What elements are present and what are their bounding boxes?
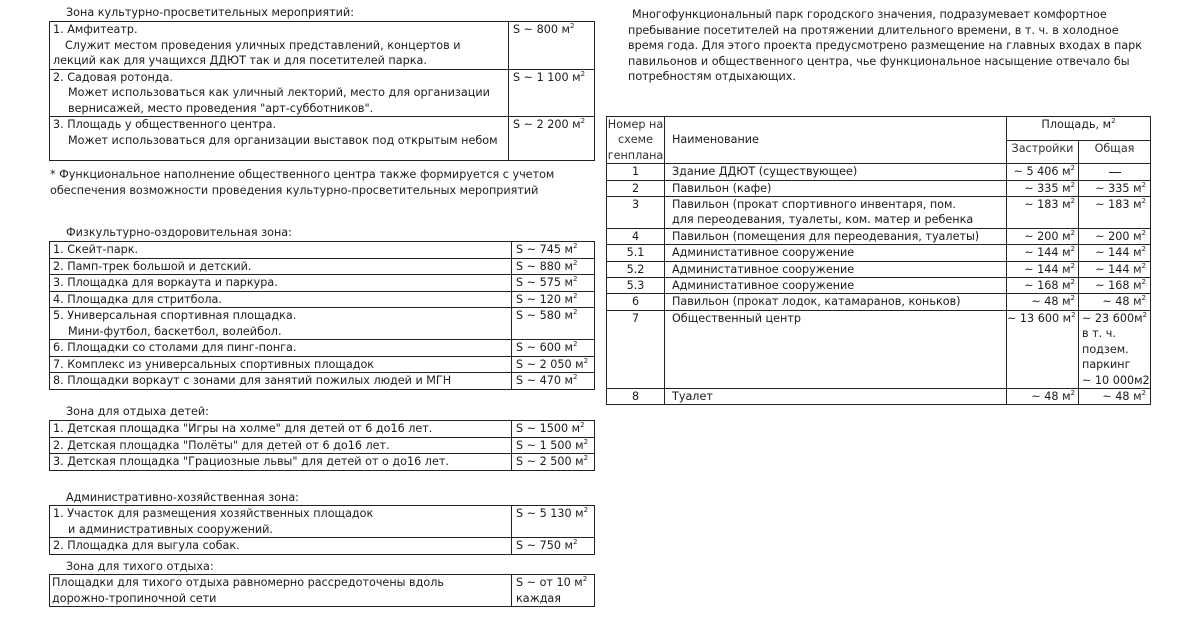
- dash-mark: [1109, 172, 1121, 173]
- table-row: 2 Павильон (кафе) ~ 335 $м^2$ ~ 335 $м^2$: [607, 180, 1151, 196]
- table-row: 2. Площадка для выгула собак. S ~ 750 $м^2$: [50, 538, 595, 555]
- header-area: Площадь, $м^2$: [1007, 117, 1151, 141]
- table-row: 2. Садовая ротонда. Может использоваться как уличный лекторий, место для организации вернисажей, место проведения "арт-субботников". S ~ 1 100 $м^2$: [50, 69, 595, 117]
- note-text: * Функциональное наполнение общественного центра также формируется с учетом обеспечения возможности проведения культурно-просветительных мероприятий: [50, 168, 555, 197]
- item-name: 1. Амфитеатр.: [53, 23, 138, 36]
- table-row: 1. Участок для размещения хозяйственных площадок и административных сооружений. S ~ 5 130 $м^2$: [50, 506, 595, 538]
- culture-zone-title: Зона культурно-просветительных мероприятий:: [66, 6, 354, 19]
- table-row: 4 Павильон (помещения для переодевания, туалеты) ~ 200 $м^2$ ~ 200 $м^2$: [607, 228, 1151, 244]
- header-total: Общая: [1079, 140, 1151, 164]
- table-row: 5.1 Администативное сооружение ~ 144 $м^2$ ~ 144 $м^2$: [607, 245, 1151, 261]
- header-name: Наименование: [665, 117, 1007, 164]
- admin-zone-table: [49, 505, 595, 555]
- item-desc: Может использоваться как уличный лекторий, место для организации: [68, 86, 490, 99]
- table-row: 7 Общественный центр ~ 13 600 $м^2$ ~ 23 $600м^2$ в т. ч. подзем. паркинг ~ 10 000м2: [607, 310, 1151, 388]
- item-desc: вернисажей, место проведения "арт-субботников".: [68, 101, 374, 115]
- table-row: 6. Площадки со столами для пинг-понга. S ~ 600 $м^2$: [50, 340, 595, 357]
- table-row: 8 Туалет ~ 48 $м^2$ ~ 48 $м^2$: [607, 388, 1151, 404]
- item-desc: Служит местом проведения уличных представлений, концертов и: [65, 38, 461, 52]
- table-row: 6 Павильон (прокат лодок, катамаранов, коньков) ~ 48 $м^2$ ~ 48 $м^2$: [607, 294, 1151, 310]
- item-area: S ~ 2 200 м: [513, 118, 581, 131]
- table-row: 3. Площадка для воркаута и паркура. S ~ 575 $м^2$: [50, 275, 595, 292]
- table-row: 2. Детская площадка "Полёты" для детей от 6 до16 лет. S ~ 1 500 $м^2$: [50, 437, 595, 454]
- buildings-table: [606, 116, 1151, 405]
- item-desc: Может использоваться для организации выставок под открытым небом: [68, 133, 498, 147]
- quiet-zone-title: Зона для тихого отдыха:: [66, 560, 214, 573]
- table-row: 1 Здание ДДЮТ (существующее) ~ 5 406 $м^2$: [607, 164, 1151, 180]
- table-row: 4. Площадка для стритбола. S ~ 120 $м^2$: [50, 291, 595, 308]
- table-row: 3. Детская площадка "Грациозные львы" для детей от о до16 лет. S ~ 2 500 $м^2$: [50, 454, 595, 471]
- table-header: [607, 117, 1151, 141]
- item-name: 2. Садовая ротонда.: [53, 70, 173, 84]
- item-desc: лекций как для учащихся ДДЮТ так и для посетителей парка.: [53, 54, 427, 67]
- header-num: Номер на схеме генплана: [607, 118, 664, 162]
- table-row: 5. Универсальная спортивная площадка. Мини-футбол, баскетбол, волейбол. S ~ 580 $м^2$: [50, 308, 595, 340]
- quiet-zone-table: [49, 574, 595, 607]
- table-row: 8. Площадки воркаут с зонами для занятий пожилых людей и МГН S ~ 470 $м^2$: [50, 373, 595, 390]
- table-row: 5.3 Администативное сооружение ~ 168 $м^2$ ~ 168 $м^2$: [607, 278, 1151, 294]
- sport-zone-title: Физкультурно-оздоровительная зона:: [66, 226, 292, 239]
- table-row: Площадки для тихого отдыха равномерно рассредоточены вдоль дорожно-тропиночной сети S ~ от 10 $м^2$ каждая: [50, 575, 595, 607]
- admin-zone-title: Административно-хозяйственная зона:: [66, 491, 299, 504]
- item-area: S ~ 800 м: [513, 23, 570, 36]
- table-row: 2. Памп-трек большой и детский. S ~ 880 $м^2$: [50, 258, 595, 275]
- kids-zone-title: Зона для отдыха детей:: [66, 405, 209, 418]
- table-row: 7. Комплекс из универсальных спортивных площадок S ~ 2 050 $м^2$: [50, 356, 595, 373]
- intro-text: Многофункциональный парк городского значения, подразумевает комфортное пребывание посетителей на протяжении длительного времени, в т. ч. в холодное время года. Для этого проекта предусмотрено размещение на главных входах в парк павильонов и общественного центра, чье функциональное насыщение отвечало бы потребностям отдыхающих.: [628, 8, 1143, 83]
- table-row: 1. Детская площадка "Игры на холме" для детей от 6 до16 лет. S ~ 1500 $м^2$: [50, 421, 595, 438]
- table-row: 1. Амфитеатр. Служит местом проведения уличных представлений, концертов и лекций как для учащихся ДДЮТ так и для посетителей парка. S ~ 800 $м^2$: [50, 22, 595, 70]
- item-area: S ~ 1 100 м: [513, 70, 581, 84]
- kids-zone-table: [49, 420, 595, 471]
- table-row: 3. Площадь у общественного центра. Может использоваться для организации выставок под открытым небом S ~ 2 200 $м^2$: [50, 117, 595, 161]
- item-name: 3. Площадь у общественного центра.: [53, 118, 276, 131]
- sport-zone-table: [49, 241, 595, 390]
- table-row: 1. Скейт-парк. S ~ 745 $м^2$: [50, 242, 595, 259]
- table-row: 3 Павильон (прокат спортивного инвентаря, пом. для переодевания, туалеты, ком. матер и ребенка ~ 183 $м^2$ ~ 183 $м^2$: [607, 197, 1151, 229]
- table-row: 5.2 Администативное сооружение ~ 144 $м^2$ ~ 144 $м^2$: [607, 261, 1151, 277]
- header-built: Застройки: [1007, 140, 1079, 164]
- culture-zone-table: [49, 21, 595, 161]
